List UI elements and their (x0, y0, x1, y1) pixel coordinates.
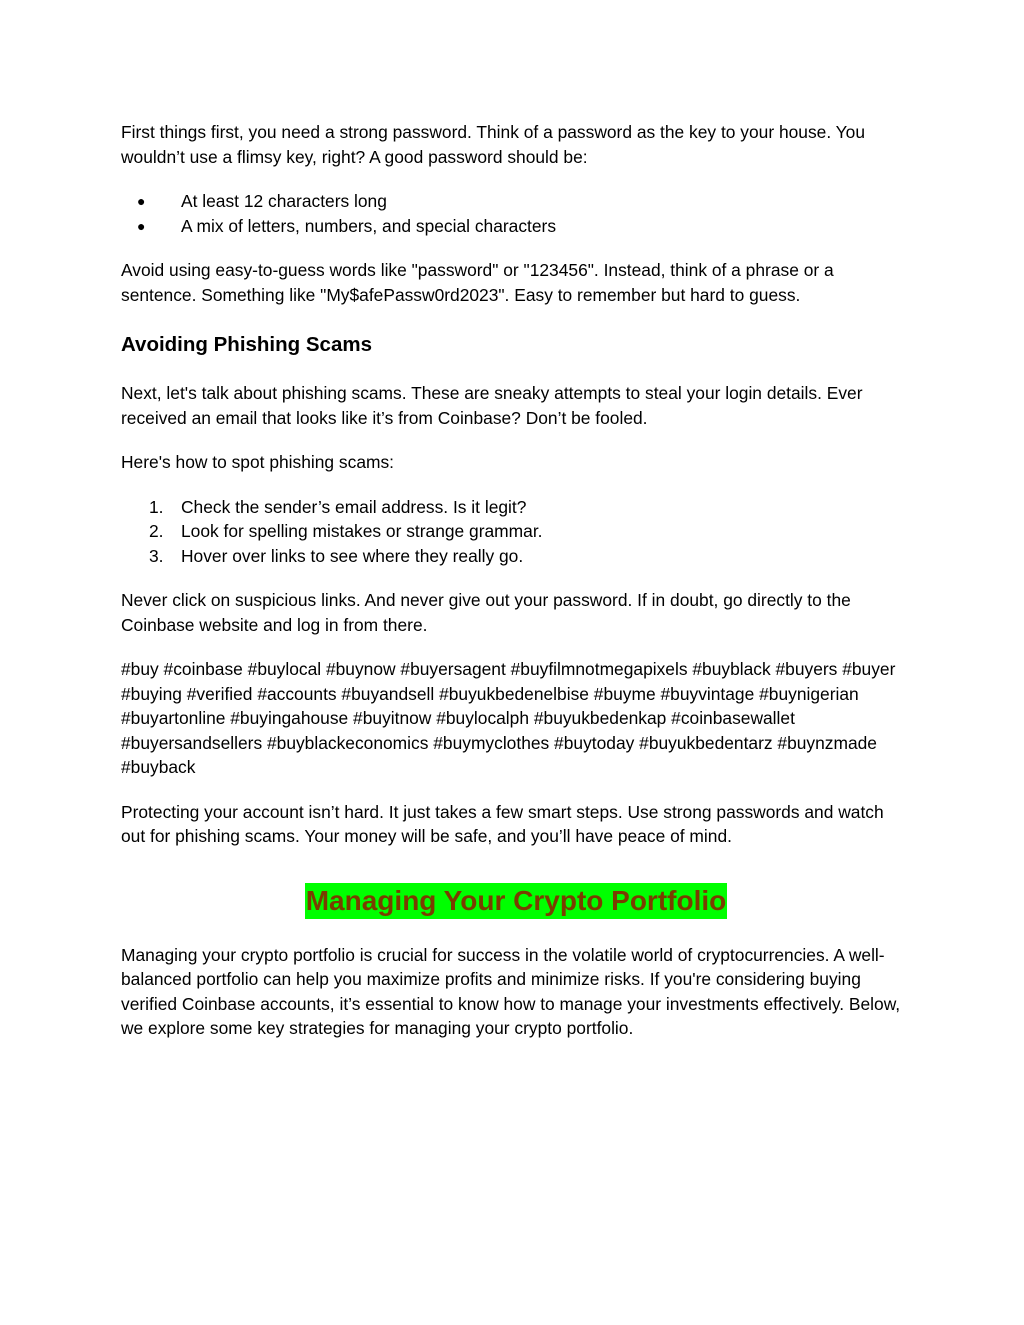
password-paragraph: First things first, you need a strong password. Think of a password as the key to your house. You wouldn’t use a flimsy key, right? A good password should be: (121, 122, 866, 167)
avoid-paragraph: Avoid using easy-to-guess words like "password" or "123456". Instead, think of a phrase or a sentence. Something like "My$afePassw0rd2023". Easy to remember but hard to guess. (121, 260, 834, 305)
portfolio-paragraph: Managing your crypto portfolio is crucial for success in the volatile world of cryptocurrencies. A well-balanced portfolio can help you maximize profits and minimize risks. If you're considering buying verified Coinbase accounts, it’s essential to know how to manage your investments effectively. Below, we explore some key strategies for managing your crypto portfolio. (121, 944, 901, 1038)
phishing-paragraph: Next, let's talk about phishing scams. These are sneaky attempts to steal your login details. Ever received an email that looks like it’s from Coinbase? Don’t be fooled. (121, 383, 863, 428)
list-item (121, 189, 911, 214)
list-item (121, 214, 911, 239)
document-page (121, 120, 911, 1041)
list-number: 2. (149, 521, 164, 541)
list-item (121, 495, 911, 520)
list-item-text: At least 12 characters long (181, 191, 387, 211)
never-paragraph: Never click on suspicious links. And never give out your password. If in doubt, go directly to the Coinbase website and log in from there. (121, 590, 851, 635)
spot-intro: Here's how to spot phishing scams: (121, 452, 395, 472)
portfolio-heading: Managing Your Crypto Portfolio (305, 883, 728, 919)
bullet-icon: ● (137, 193, 146, 209)
list-item-text: Hover over links to see where they really go. (181, 545, 524, 566)
list-item-text: Look for spelling mistakes or strange grammar. (181, 521, 543, 541)
portfolio-heading-wrap (121, 883, 911, 919)
hashtags-paragraph: #buy #coinbase #buylocal #buynow #buyersagent #buyfilmnotmegapixels #buyblack #buyers #buyer #buying #verified #accounts #buyandsell #buyukbedenelbise #buyme #buyvintage #buynigerian #buyartonline #buyingahouse #buyitnow #buylocalph #buyukbedenkap #coinbasewallet #buyersandsellers #buyblackeconomics #buymyclothes #buytoday #buyukbedentarz #buynzmade #buyback (121, 659, 896, 777)
bullet-icon: ● (137, 217, 146, 234)
list-item (121, 519, 911, 544)
phishing-heading: Avoiding Phishing Scams (121, 333, 372, 356)
list-item (121, 544, 911, 569)
list-item-text: Check the sender’s email address. Is it legit? (181, 496, 527, 517)
list-item-text: A mix of letters, numbers, and special characters (181, 215, 557, 236)
phishing-steps-list (121, 495, 911, 569)
closing-paragraph: Protecting your account isn’t hard. It just takes a few smart steps. Use strong passwords and watch out for phishing scams. Your money will be safe, and you’ll have peace of mind. (121, 801, 884, 846)
list-number: 3. (149, 545, 164, 566)
list-number: 1. (149, 496, 164, 517)
password-rules-list (121, 189, 911, 238)
